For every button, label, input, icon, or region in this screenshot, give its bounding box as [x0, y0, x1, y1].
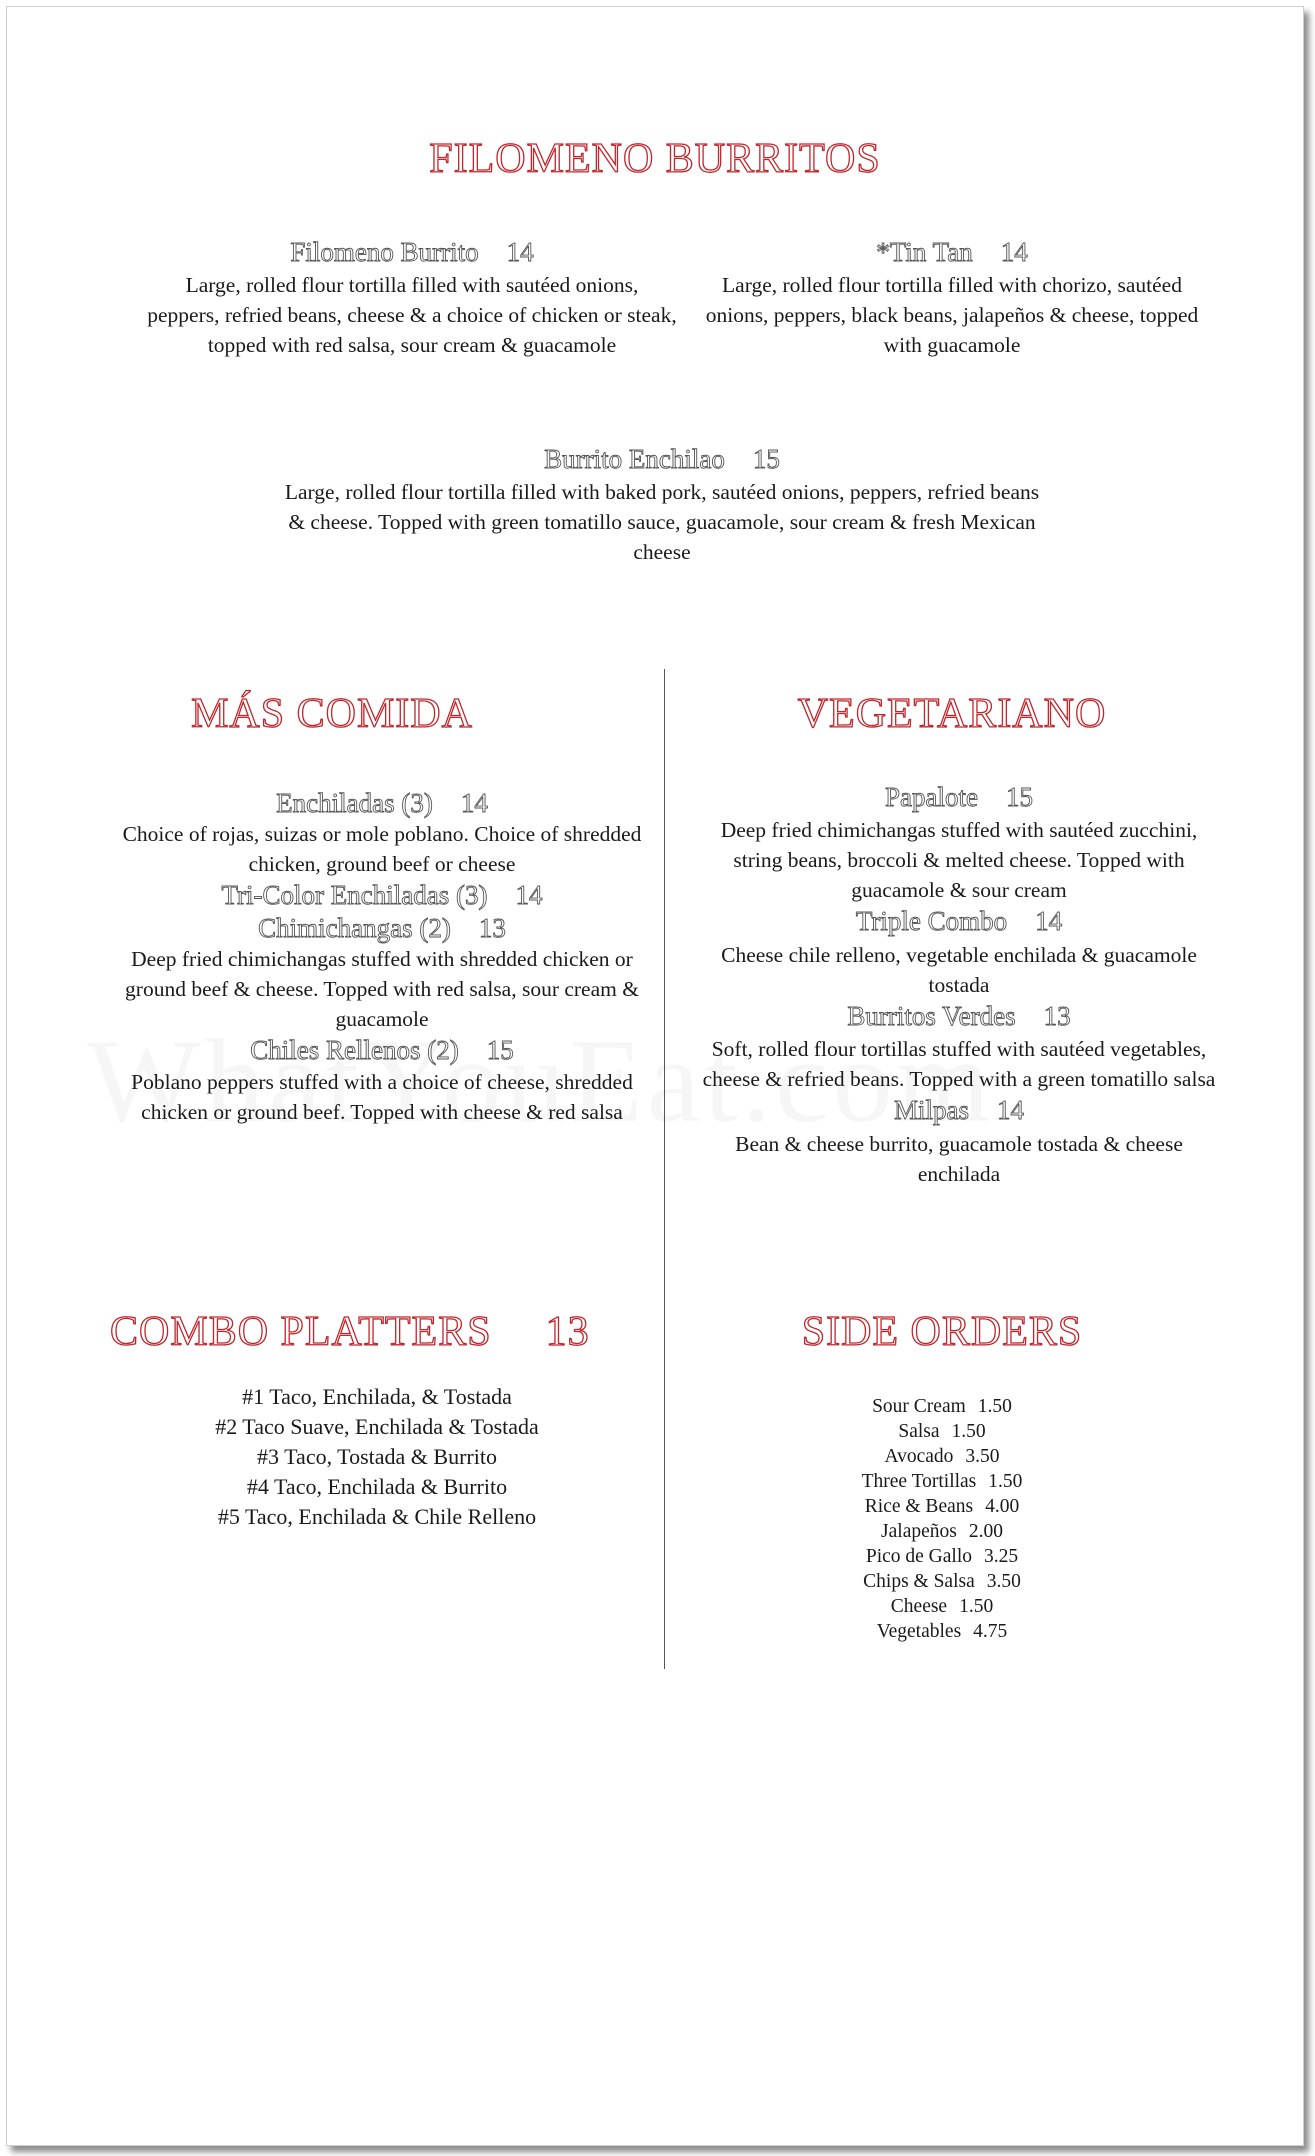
item-title: Chimichangas (2) 13 — [258, 912, 506, 943]
side-orders-list — [767, 1394, 1117, 1644]
menu-item-papalote — [699, 781, 1219, 905]
menu-page — [6, 6, 1304, 2146]
side-item: Pico de Gallo 3.25 — [865, 1546, 1019, 1567]
item-description: Soft, rolled flour tortillas stuffed with sautéed vegetables, cheese & refried beans. Topped with a green tomatillo salsa — [702, 1037, 1216, 1092]
menu-item-filomeno-burrito — [147, 236, 677, 360]
item-title: Filomeno Burrito 14 — [290, 237, 534, 267]
menu-item-milpas — [699, 1094, 1219, 1188]
combo-item: #3 Taco, Tostada & Burrito — [257, 1444, 497, 1469]
item-description: Deep fried chimichangas stuffed with shredded chicken or ground beef & cheese. Topped with red salsa, sour cream & guacamole — [125, 947, 639, 1032]
side-item: Vegetables 4.75 — [876, 1621, 1008, 1642]
menu-item-burritos-verdes — [699, 1000, 1219, 1094]
menu-item-burrito-enchilao — [277, 443, 1047, 567]
combo-item: #2 Taco Suave, Enchilada & Tostada — [215, 1414, 539, 1439]
combo-item: #5 Taco, Enchilada & Chile Relleno — [217, 1504, 537, 1529]
combo-item: #4 Taco, Enchilada & Burrito — [246, 1474, 508, 1499]
item-title: Triple Combo 14 — [855, 906, 1063, 937]
item-title: Tri-Color Enchiladas (3) 14 — [221, 880, 543, 911]
item-description: Poblano peppers stuffed with a choice of cheese, shredded chicken or ground beef. Topped with cheese & red salsa — [131, 1069, 633, 1124]
item-title: Papalote 15 — [885, 782, 1033, 812]
menu-item-chimichangas — [122, 912, 642, 1034]
item-title: Enchiladas (3) 14 — [276, 788, 488, 818]
item-description: Choice of rojas, suizas or mole poblano. Choice of shredded chicken, ground beef or cheese — [122, 822, 642, 877]
section-title-mas-comida: MÁS COMIDA — [191, 691, 473, 737]
item-title: Burrito Enchilao 15 — [544, 444, 780, 474]
section-title-combo-platters: COMBO PLATTERS 13 — [110, 1309, 590, 1355]
item-description: Large, rolled flour tortilla filled with sautéed onions, peppers, refried beans, cheese & a choice of chicken or steak, topped with red salsa, sour cream & guacamole — [147, 273, 677, 358]
column-divider — [664, 669, 665, 1669]
item-title: Milpas 14 — [893, 1095, 1024, 1126]
menu-item-triple-combo — [699, 905, 1219, 999]
side-item: Salsa 1.50 — [898, 1421, 986, 1442]
section-title-side-orders: SIDE ORDERS — [801, 1309, 1083, 1355]
item-title: *Tin Tan 14 — [876, 237, 1028, 267]
item-title: Chiles Rellenos (2) 15 — [250, 1035, 514, 1066]
side-item: Rice & Beans 4.00 — [864, 1496, 1020, 1517]
side-item: Chips & Salsa 3.50 — [863, 1571, 1021, 1592]
item-description: Large, rolled flour tortilla filled with chorizo, sautéed onions, peppers, black beans, jalapeños & cheese, topped with guacamole — [705, 273, 1199, 358]
menu-item-chiles-rellenos — [122, 1034, 642, 1126]
item-description: Bean & cheese burrito, guacamole tostada & cheese enchilada — [735, 1131, 1183, 1186]
section-title-vegetariano: VEGETARIANO — [797, 691, 1107, 737]
side-item: Cheese 1.50 — [890, 1596, 994, 1617]
combo-platters-list — [97, 1382, 657, 1532]
item-description: Large, rolled flour tortilla filled with baked pork, sautéed onions, peppers, refried beans & cheese. Topped with green tomatillo sauce, guacamole, sour cream & fresh Mexican cheese — [284, 480, 1040, 565]
combo-item: #1 Taco, Enchilada, & Tostada — [242, 1384, 512, 1409]
section-title-burritos: FILOMENO BURRITOS — [429, 136, 881, 182]
mas-comida-list — [122, 787, 642, 1127]
vegetariano-list — [699, 781, 1219, 1189]
side-item: Three Tortillas 1.50 — [861, 1471, 1023, 1492]
combo-platters-price: 13 — [545, 1309, 590, 1355]
menu-item-enchiladas — [122, 787, 642, 879]
menu-item-tin-tan — [697, 236, 1207, 360]
menu-item-tri-color-enchiladas — [122, 879, 642, 911]
item-title: Burritos Verdes 13 — [847, 1000, 1071, 1031]
side-item: Avocado 3.50 — [884, 1446, 1000, 1467]
side-item: Jalapeños 2.00 — [881, 1521, 1003, 1542]
side-item: Sour Cream 1.50 — [872, 1396, 1012, 1417]
item-description: Cheese chile relleno, vegetable enchilada & guacamole tostada — [721, 942, 1197, 997]
item-description: Deep fried chimichangas stuffed with sautéed zucchini, string beans, broccoli & melted cheese. Topped with guacamole & sour cream — [720, 818, 1198, 903]
